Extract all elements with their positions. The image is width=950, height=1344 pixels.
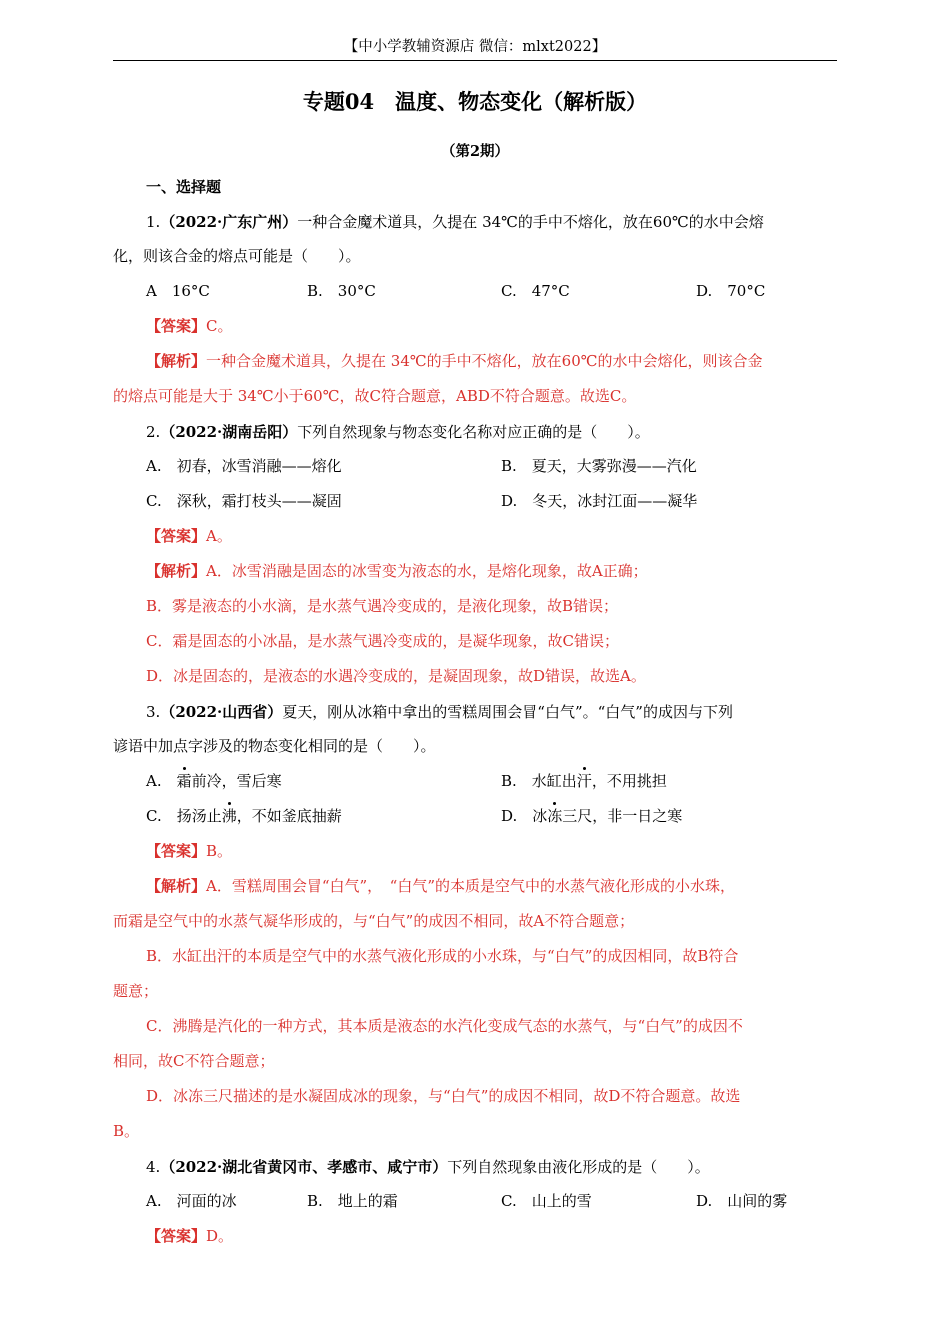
page-title: 专题04 温度、物态变化（解析版） [302,89,648,114]
q2-analysis-line-3: C．霜是固态的小冰晶，是水蒸气遇冷变成的，是凝华现象，故C错误； [146,632,619,650]
q1-source: （2022·广东广州） [160,213,298,231]
q3-options-row-2 [113,799,837,834]
q2-source: （2022·湖南岳阳） [160,423,298,441]
q4-option-a: A. 河面的冰 [146,1192,237,1210]
q4-options [113,1184,837,1219]
emphasis-dot-char: 汗 [577,764,592,799]
q2-analysis-line-1: 【解析】A．冰雪消融是固态的冰雪变为液态的水，是熔化现象，故A正确； [146,562,648,580]
q3-options-row-1 [113,764,837,799]
document-body [113,204,837,1254]
q3-option-a: A. 霜前冷，雪后寒 [146,764,282,799]
q2-analysis-line-2: B．雾是液态的小水滴，是水蒸气遇冷变成的，是液化现象，故B错误； [146,597,619,615]
emphasis-dot-char: 沸 [222,799,237,834]
q3-answer: 【答案】B。 [146,842,233,860]
q3-option-b: B. 水缸出汗，不用挑担 [501,764,667,799]
q1-option-c: C. 47°C [501,282,570,300]
q3-analysis-line-2: 而霜是空气中的水蒸气凝华形成的，与“白气”的成因不相同，故A不符合题意； [113,912,635,930]
q1-answer: 【答案】C。 [146,317,233,335]
q4-stem: 4.（2022·湖北省黄冈市、孝感市、咸宁市）下列自然现象由液化形成的是（ ）。 [146,1158,710,1176]
page-header: 【中小学教辅资源店 微信：mlxt2022】 [343,39,607,55]
q1-option-d: D. 70°C [696,282,766,300]
q1-option-a: A 16°C [146,282,210,300]
q2-option-d: D. 冬天，冰封江面——凝华 [501,492,698,510]
q3-analysis-line-7: D．冰冻三尺描述的是水凝固成冰的现象，与“白气”的成因不相同，故D不符合题意。故选 [146,1087,741,1105]
q3-stem-line-1: 3.（2022·山西省）夏天，刚从冰箱中拿出的雪糕周围会冒“白气”。“白气”的成因与下列 [146,703,733,721]
q2-option-a: A. 初春，冰雪消融——熔化 [146,457,342,475]
q4-option-c: C. 山上的雪 [501,1192,592,1210]
q4-option-d: D. 山间的雾 [696,1192,788,1210]
q1-analysis-line-2: 的熔点可能是大于 34℃小于60℃，故C符合题意，ABD不符合题意。故选C。 [113,387,637,405]
q2-options-row-1 [113,449,837,484]
page-subtitle: （第2期） [440,143,510,160]
q3-analysis-line-5: C．沸腾是汽化的一种方式，其本质是液态的水汽化变成气态的水蒸气，与“白气”的成因不 [146,1017,743,1035]
q3-source: （2022·山西省） [160,703,283,721]
q1-stem-line-1: 1.（2022·广东广州）一种合金魔术道具，久提在 34℃的手中不熔化，放在60℃的水中会熔 [146,213,764,231]
q3-stem-line-2: 谚语中加点字涉及的物态变化相同的是（ ）。 [113,737,436,755]
q3-analysis-line-8: B。 [113,1122,140,1140]
q3-option-c: C. 扬汤止沸，不如釜底抽薪 [146,799,342,834]
q3-analysis-line-3: B．水缸出汗的本质是空气中的水蒸气液化形成的小水珠，与“白气”的成因相同，故B符合 [146,947,739,965]
q3-option-d: D. 冰冻三尺，非一日之寒 [501,799,682,834]
q4-answer: 【答案】D。 [146,1227,234,1245]
emphasis-dot-char: 冻 [547,799,562,834]
q1-stem-line-2: 化，则该合金的熔点可能是（ ）。 [113,247,361,265]
q3-analysis-line-1: 【解析】A．雪糕周围会冒“白气”， “白气”的本质是空气中的水蒸气液化形成的小水珠， [146,877,736,895]
header-rule [113,60,837,61]
q2-option-b: B. 夏天，大雾弥漫——汽化 [501,457,697,475]
q1-option-b: B. 30°C [307,282,376,300]
section-heading: 一、选择题 [146,178,222,196]
emphasis-dot-char: 霜 [177,764,192,799]
q4-source: （2022·湖北省黄冈市、孝感市、咸宁市） [160,1158,448,1176]
q4-option-b: B. 地上的霜 [307,1192,398,1210]
q1-options [113,274,837,309]
q2-option-c: C. 深秋，霜打枝头——凝固 [146,492,342,510]
q2-stem: 2.（2022·湖南岳阳）下列自然现象与物态变化名称对应正确的是（ ）。 [146,423,650,441]
q3-analysis-line-4: 题意； [113,982,159,1000]
q2-analysis-line-4: D．冰是固态的，是液态的水遇冷变成的，是凝固现象，故D错误，故选A。 [146,667,646,685]
q2-options-row-2 [113,484,837,519]
q3-analysis-line-6: 相同，故C不符合题意； [113,1052,275,1070]
q2-answer: 【答案】A。 [146,527,232,545]
q1-analysis-line-1: 【解析】一种合金魔术道具，久提在 34℃的手中不熔化，放在60℃的水中会熔化，则该合金 [146,352,763,370]
